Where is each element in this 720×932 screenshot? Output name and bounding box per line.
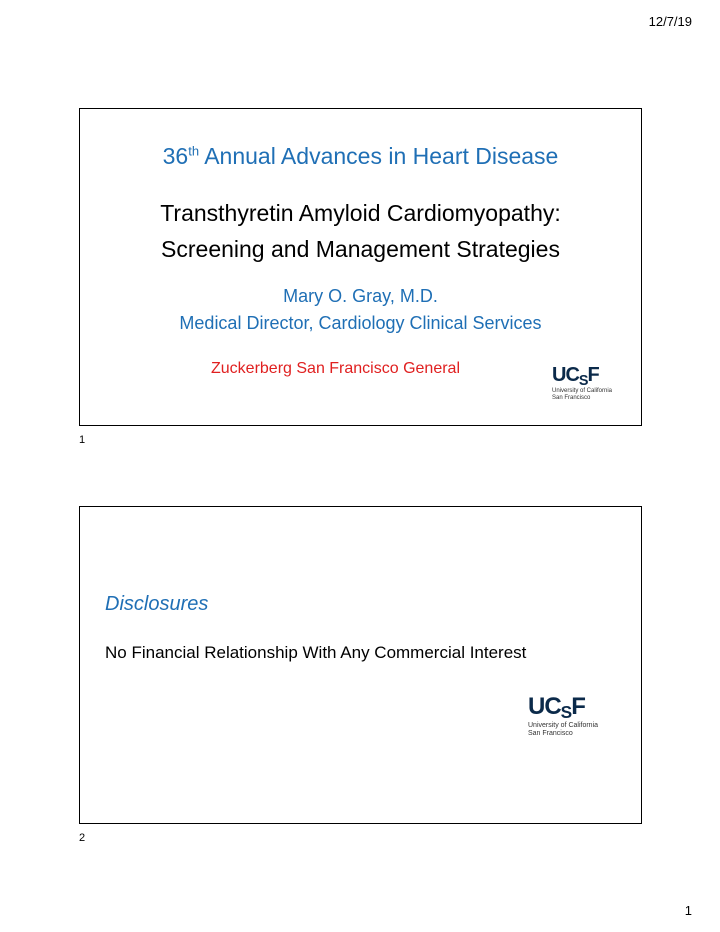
ucsf-logo (552, 365, 612, 402)
slide-1 (79, 108, 642, 426)
author-name: Mary O. Gray, M.D. (283, 286, 438, 306)
subtitle-line-1: Transthyretin Amyloid Cardiomyopathy: (160, 200, 561, 226)
page-number: 1 (684, 903, 692, 918)
ucsf-logo-text: University of California San Francisco (528, 722, 599, 737)
header-date: 12/7/19 (648, 14, 692, 29)
slide-2 (79, 506, 642, 824)
ucsf-logo-mark: UCSF (552, 364, 599, 389)
ucsf-logo-text: University of California San Francisco (552, 388, 613, 401)
slide-number-2: 2 (79, 832, 86, 844)
subtitle-line-2: Screening and Management Strategies (161, 236, 560, 262)
disclosures-heading: Disclosures (105, 593, 209, 615)
author-role: Medical Director, Cardiology Clinical Services (179, 313, 542, 333)
slide-number-1: 1 (79, 434, 86, 446)
disclosures-body: No Financial Relationship With Any Commercial Interest (105, 643, 527, 662)
ucsf-logo (528, 695, 598, 738)
affiliation: Zuckerberg San Francisco General (211, 360, 460, 377)
slide-subtitle (80, 195, 641, 267)
author-block (80, 283, 641, 337)
ucsf-logo-mark: UCSF (528, 693, 585, 723)
title-superscript: th (188, 143, 200, 159)
slide-title: 36th Annual Advances in Heart Disease (162, 143, 559, 169)
